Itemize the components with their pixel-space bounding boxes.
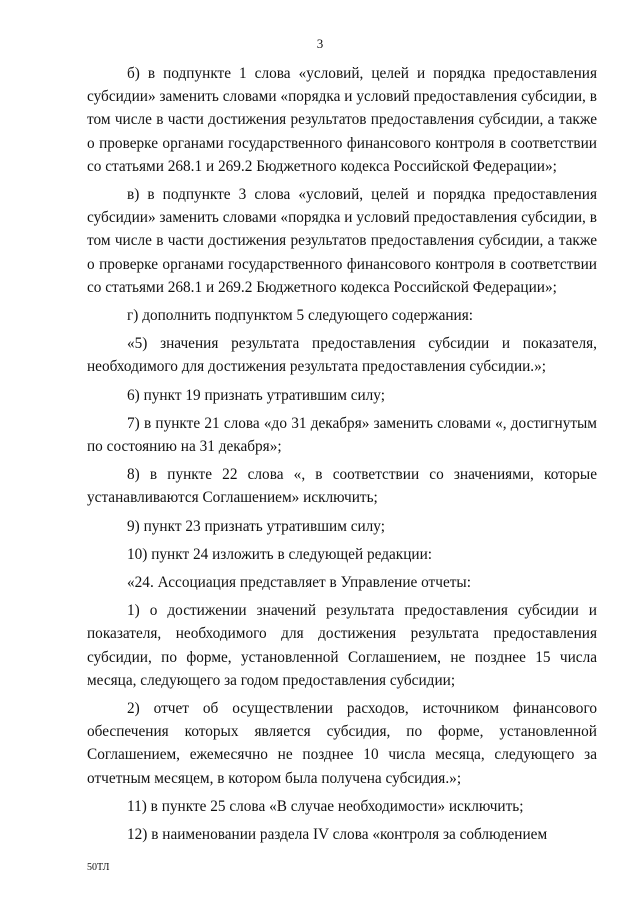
paragraph-g: г) дополнить подпунктом 5 следующего содержания: [127,307,474,325]
page-number: 3 [316,36,324,51]
paragraph-7: 7) в пункте 21 слова «до 31 декабря» заменить словами «, достигнутым по состоянию на 31 декабря»; [87,414,597,456]
paragraph-b: б) в подпункте 1 слова «условий, целей и порядка предоставления субсидии» заменить словами «порядка и условий предоставления субсидии, в том числе в части достижения результатов предоставления субсидии, а также о проверке органами государственного финансового контроля в соответствии со статьями 268.1 и 269.2 Бюджетного кодекса Российской Федерации»; [87,65,597,175]
paragraph-11: 11) в пункте 25 слова «В случае необходимости» исключить; [127,797,524,815]
paragraph-v: в) в подпункте 3 слова «условий, целей и порядка предоставления субсидии» заменить словами «порядка и условий предоставления субсидии, в том числе в части достижения результатов предоставления субсидии, а также о проверке органами государственного финансового контроля в соответствии со статьями 268.1 и 269.2 Бюджетного кодекса Российской Федерации»; [87,186,597,296]
paragraph-12: 12) в наименовании раздела IV слова «контроля за соблюдением [127,826,548,844]
paragraph-24-intro: «24. Ассоциация представляет в Управление отчеты: [127,574,471,592]
paragraph-10: 10) пункт 24 изложить в следующей редакции: [127,545,433,563]
paragraph-9: 9) пункт 23 признать утратившим силу; [127,517,386,535]
document-code: 50ТЛ [87,862,110,873]
document-body [87,62,597,851]
paragraph-8: 8) в пункте 22 слова «, в соответствии со значениями, которые устанавливаются Соглашением» исключить; [87,466,597,507]
paragraph-24-2: 2) отчет об осуществлении расходов, источником финансового обеспечения которых является субсидия, по форме, установленной Соглашением, ежемесячно не позднее 10 числа месяца, следующего за отчетным месяцем, в котором была получена субсидия.»; [87,700,597,787]
paragraph-subpoint-5: «5) значения результата предоставления субсидии и показателя, необходимого для достижения результата предоставления субсидии.»; [87,335,597,376]
paragraph-6: 6) пункт 19 признать утратившим силу; [127,386,386,404]
paragraph-24-1: 1) о достижении значений результата предоставления субсидии и показателя, необходимого для достижения результата предоставления субсидии, по форме, установленной Соглашением, не позднее 15 числа месяца, следующего за годом предоставления субсидии; [87,602,597,689]
